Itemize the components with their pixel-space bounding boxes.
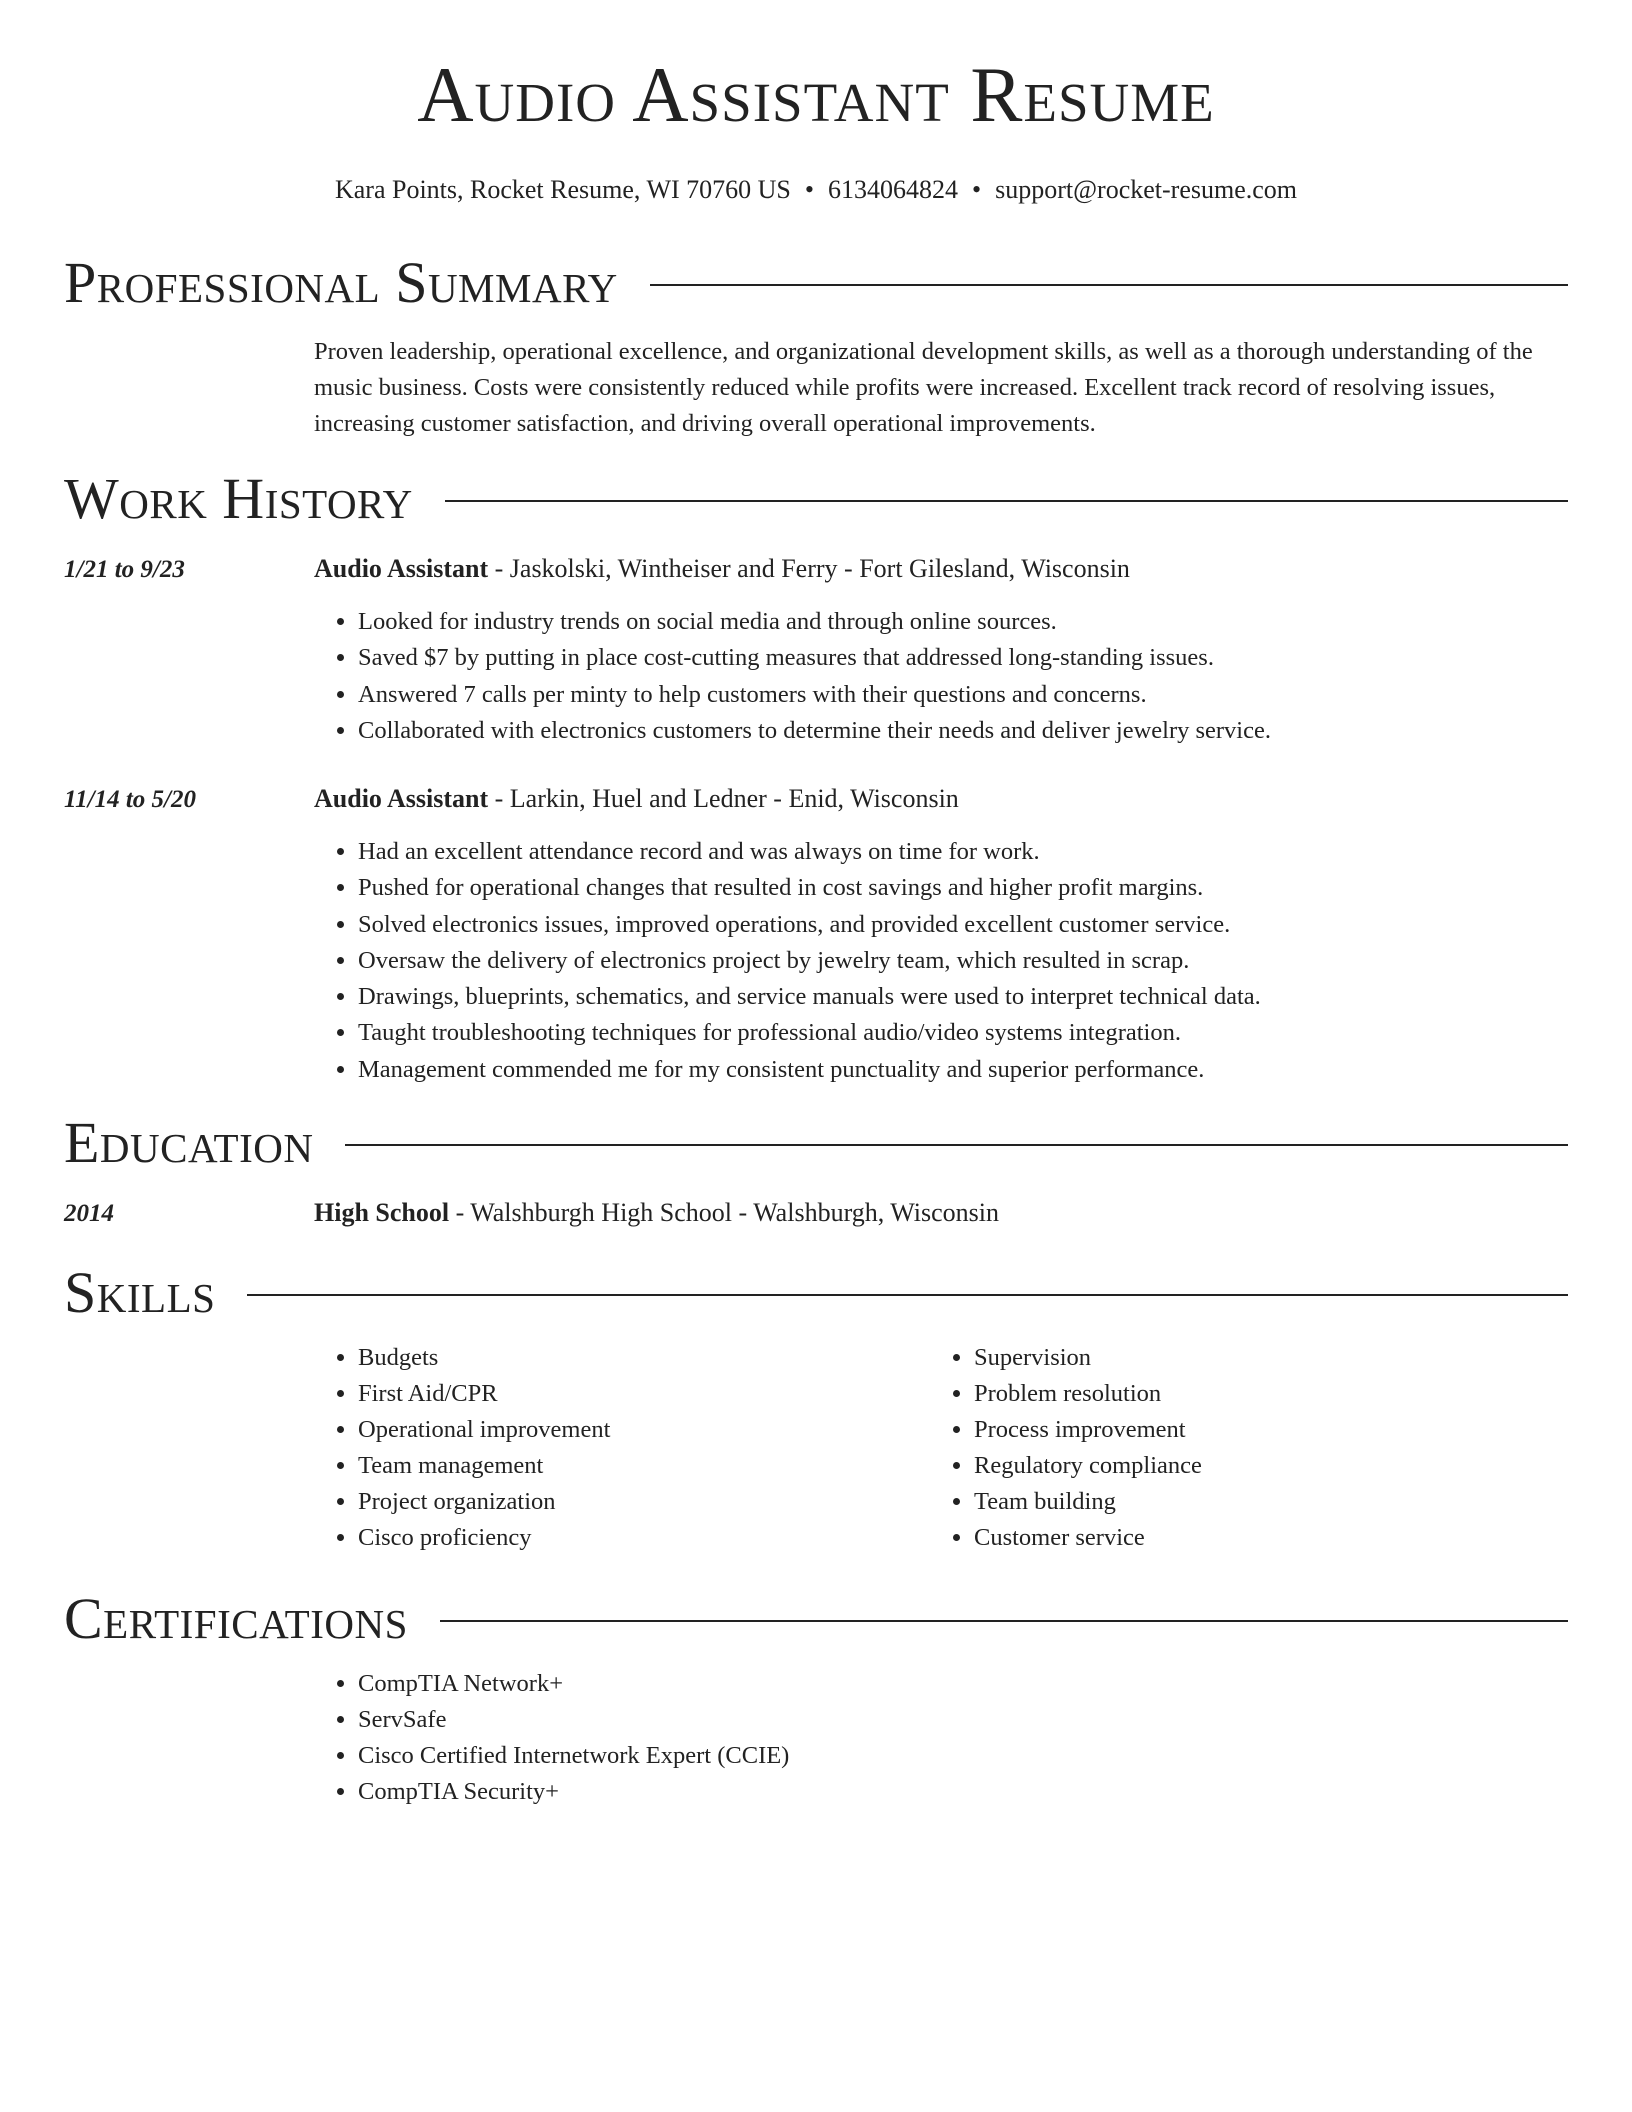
section-heading: Skills (64, 1260, 216, 1325)
list-item: • Operational improvement (358, 1412, 610, 1448)
list-item: • CompTIA Security+ (358, 1774, 789, 1810)
section-skills (64, 1260, 1568, 1325)
section-certifications (64, 1586, 1568, 1651)
contact-separator: • (972, 175, 982, 204)
job-dates: 1/21 to 9/23 (64, 556, 185, 583)
list-item: • Taught troubleshooting techniques for professional audio/video systems integration. (358, 1015, 1261, 1051)
list-item: • Answered 7 calls per minty to help customers with their questions and concerns. (358, 677, 1271, 713)
section-heading: Certifications (64, 1586, 408, 1651)
list-item: • Team management (358, 1448, 610, 1484)
summary-text: Proven leadership, operational excellence, and organizational development skills, as well as a thorough understanding of the music business. Costs were consistently reduced while profits were increased. Excellent track record of resolving issues, increasing customer satisfaction, and driving overall operational improvements. (314, 338, 1533, 437)
job-bullets (314, 834, 1261, 1088)
list-item: • Customer service (974, 1520, 1202, 1556)
contact-separator: • (804, 175, 814, 204)
list-item: • Drawings, blueprints, schematics, and service manuals were used to interpret technical data. (358, 979, 1261, 1015)
section-work-history (64, 466, 1568, 531)
list-item: • Pushed for operational changes that resulted in cost savings and higher profit margins. (358, 870, 1261, 906)
section-professional-summary (64, 250, 1568, 315)
resume-title: Audio Assistant Resume (417, 51, 1215, 138)
contact-address: Kara Points, Rocket Resume, WI 70760 US (334, 175, 791, 204)
list-item: • Oversaw the delivery of electronics project by jewelry team, which resulted in scrap. (358, 943, 1261, 979)
contact-phone: 6134064824 (828, 175, 958, 204)
list-item: • Management commended me for my consistent punctuality and superior performance. (358, 1052, 1261, 1088)
list-item: • Cisco proficiency (358, 1520, 610, 1556)
list-item: • First Aid/CPR (358, 1376, 610, 1412)
job-heading (314, 784, 1568, 814)
job-bullets (314, 604, 1271, 749)
section-heading: Work History (64, 466, 413, 531)
section-divider (445, 500, 1568, 502)
contact-line (64, 174, 1568, 205)
education-year: 2014 (64, 1200, 114, 1227)
list-item: • Team building (974, 1484, 1202, 1520)
list-item: • Supervision (974, 1340, 1202, 1376)
education-entry (314, 1198, 1568, 1228)
job-title: Audio Assistant (314, 784, 489, 813)
section-heading: Professional Summary (64, 250, 618, 315)
list-item: • CompTIA Network+ (358, 1666, 789, 1702)
section-divider (440, 1620, 1568, 1622)
section-divider (345, 1144, 1568, 1146)
list-item: • Looked for industry trends on social media and through online sources. (358, 604, 1271, 640)
certifications-list (314, 1666, 789, 1810)
education-details: - Walshburgh High School - Walshburgh, Wisconsin (449, 1198, 1000, 1227)
list-item: • Had an excellent attendance record and was always on time for work. (358, 834, 1261, 870)
job-title: Audio Assistant (314, 554, 489, 583)
job-heading (314, 554, 1568, 584)
list-item: • Collaborated with electronics customers to determine their needs and deliver jewelry service. (358, 713, 1271, 749)
section-heading: Education (64, 1110, 314, 1175)
job-details: - Larkin, Huel and Ledner - Enid, Wisconsin (488, 784, 959, 813)
contact-email: support@rocket-resume.com (995, 175, 1298, 204)
skills-list-right (930, 1340, 1202, 1556)
list-item: • ServSafe (358, 1702, 789, 1738)
list-item: • Cisco Certified Internetwork Expert (CCIE) (358, 1738, 789, 1774)
list-item: • Budgets (358, 1340, 610, 1376)
list-item: • Project organization (358, 1484, 610, 1520)
list-item: • Saved $7 by putting in place cost-cutting measures that addressed long-standing issues. (358, 640, 1271, 676)
list-item: • Process improvement (974, 1412, 1202, 1448)
job-details: - Jaskolski, Wintheiser and Ferry - Fort Gilesland, Wisconsin (488, 554, 1130, 583)
list-item: • Solved electronics issues, improved operations, and provided excellent customer service. (358, 907, 1261, 943)
skills-list-left (314, 1340, 610, 1556)
list-item: • Problem resolution (974, 1376, 1202, 1412)
section-education (64, 1110, 1568, 1175)
education-degree: High School (314, 1198, 450, 1227)
list-item: • Regulatory compliance (974, 1448, 1202, 1484)
section-divider (650, 284, 1568, 286)
section-divider (247, 1294, 1568, 1296)
job-dates: 11/14 to 5/20 (64, 786, 196, 813)
